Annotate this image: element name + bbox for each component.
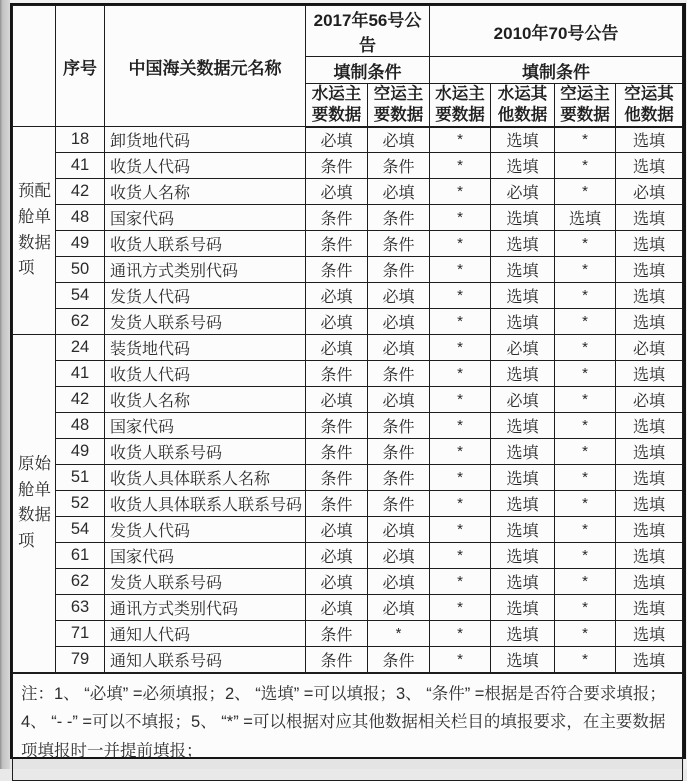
- value-cell: 条件: [368, 361, 430, 387]
- announcement-2010-header: 2010年70号公告: [430, 6, 683, 57]
- page-left-margin: [0, 0, 10, 769]
- seq-cell: 51: [56, 465, 105, 491]
- value-cell: 选填: [616, 153, 683, 179]
- value-cell: *: [555, 569, 616, 595]
- seq-cell: 63: [56, 595, 105, 621]
- name-cell: 通讯方式类别代码: [105, 257, 306, 283]
- value-cell: 条件: [368, 257, 430, 283]
- name-cell: 国家代码: [105, 543, 306, 569]
- value-cell: 必填: [306, 309, 368, 335]
- subcol-air-main-2017: [368, 84, 430, 127]
- fill-condition-2017-header: 填制条件: [306, 57, 430, 84]
- value-cell: 选填: [616, 127, 683, 153]
- value-cell: *: [430, 621, 491, 647]
- subcol-water-main-2017: [306, 84, 368, 127]
- value-cell: 条件: [306, 647, 368, 673]
- subcol-label: 水运主要数据: [311, 85, 362, 124]
- table-row: [13, 465, 683, 491]
- value-cell: 选填: [616, 257, 683, 283]
- customs-manifest-table: [10, 3, 686, 759]
- value-cell: *: [430, 517, 491, 543]
- value-cell: *: [430, 361, 491, 387]
- value-cell: 条件: [368, 647, 430, 673]
- name-cell: 国家代码: [105, 205, 306, 231]
- value-cell: *: [430, 257, 491, 283]
- value-cell: 选填: [491, 569, 555, 595]
- seq-cell: 62: [56, 569, 105, 595]
- value-cell: *: [430, 569, 491, 595]
- value-cell: 条件: [306, 257, 368, 283]
- table-row: [13, 361, 683, 387]
- value-cell: 条件: [368, 153, 430, 179]
- table-footer: [13, 673, 683, 781]
- fill-condition-2010-header: 填制条件: [430, 57, 683, 84]
- table-row: [13, 569, 683, 595]
- seq-cell: 49: [56, 439, 105, 465]
- value-cell: 必填: [306, 543, 368, 569]
- value-cell: *: [430, 387, 491, 413]
- seq-cell: 48: [56, 413, 105, 439]
- name-cell: 收货人联系号码: [105, 439, 306, 465]
- table-row: [13, 283, 683, 309]
- value-cell: 条件: [306, 621, 368, 647]
- seq-cell: 62: [56, 309, 105, 335]
- value-cell: 选填: [491, 361, 555, 387]
- seq-cell: 24: [56, 335, 105, 361]
- name-cell: 收货人名称: [105, 179, 306, 205]
- value-cell: *: [430, 205, 491, 231]
- table-row: [13, 257, 683, 283]
- value-cell: 选填: [616, 361, 683, 387]
- value-cell: *: [555, 257, 616, 283]
- value-cell: *: [555, 491, 616, 517]
- value-cell: 选填: [491, 153, 555, 179]
- value-cell: 选填: [491, 621, 555, 647]
- name-cell: 收货人具体联系人名称: [105, 465, 306, 491]
- value-cell: 选填: [491, 647, 555, 673]
- value-cell: *: [555, 361, 616, 387]
- value-cell: 选填: [491, 465, 555, 491]
- value-cell: *: [430, 465, 491, 491]
- value-cell: 选填: [616, 205, 683, 231]
- seq-column-header: 序号: [56, 6, 105, 127]
- value-cell: 条件: [368, 465, 430, 491]
- table-header: [13, 6, 683, 127]
- value-cell: 选填: [616, 621, 683, 647]
- value-cell: 选填: [616, 413, 683, 439]
- value-cell: 必填: [491, 179, 555, 205]
- table-row: [13, 127, 683, 153]
- seq-cell: 41: [56, 361, 105, 387]
- value-cell: 必填: [306, 335, 368, 361]
- value-cell: *: [555, 647, 616, 673]
- subcol-label: 空运主要数据: [560, 85, 610, 124]
- value-cell: 条件: [368, 491, 430, 517]
- value-cell: *: [555, 283, 616, 309]
- value-cell: *: [430, 179, 491, 205]
- seq-cell: 54: [56, 517, 105, 543]
- name-cell: 收货人联系号码: [105, 231, 306, 257]
- value-cell: 必填: [616, 179, 683, 205]
- seq-cell: 79: [56, 647, 105, 673]
- subcol-label: 空运主要数据: [373, 85, 424, 124]
- value-cell: 选填: [491, 309, 555, 335]
- seq-cell: 49: [56, 231, 105, 257]
- value-cell: *: [555, 127, 616, 153]
- value-cell: *: [555, 465, 616, 491]
- value-cell: 选填: [491, 595, 555, 621]
- subcol-air-other-2010: [616, 84, 683, 127]
- value-cell: 必填: [306, 595, 368, 621]
- value-cell: 条件: [306, 153, 368, 179]
- seq-cell: 54: [56, 283, 105, 309]
- data-element-table: [12, 5, 683, 781]
- value-cell: 必填: [368, 309, 430, 335]
- table-row: [13, 543, 683, 569]
- seq-cell: 52: [56, 491, 105, 517]
- table-row: [13, 647, 683, 673]
- value-cell: 必填: [306, 179, 368, 205]
- value-cell: 选填: [555, 205, 616, 231]
- table-row: [13, 595, 683, 621]
- value-cell: *: [430, 595, 491, 621]
- table-row: [13, 491, 683, 517]
- value-cell: *: [430, 309, 491, 335]
- value-cell: *: [555, 179, 616, 205]
- seq-cell: 48: [56, 205, 105, 231]
- value-cell: *: [555, 309, 616, 335]
- value-cell: *: [430, 127, 491, 153]
- value-cell: 条件: [306, 413, 368, 439]
- value-cell: 必填: [306, 517, 368, 543]
- value-cell: *: [555, 153, 616, 179]
- legend-note: 注：1、 “必填” =必须填报；2、 “选填” =可以填报；3、 “条件” =根据是否符合要求填报；4、 “- -” =可以不填报；5、 “*” =可以根据对应其他数据相关栏目的填报要求，在主要数据项填报时一并提前填报；: [13, 673, 683, 781]
- value-cell: *: [555, 517, 616, 543]
- value-cell: *: [430, 231, 491, 257]
- value-cell: *: [555, 231, 616, 257]
- value-cell: 必填: [368, 283, 430, 309]
- table-row: [13, 413, 683, 439]
- name-cell: 国家代码: [105, 413, 306, 439]
- value-cell: 必填: [368, 595, 430, 621]
- value-cell: 必填: [306, 569, 368, 595]
- value-cell: 选填: [491, 517, 555, 543]
- value-cell: *: [555, 387, 616, 413]
- value-cell: *: [368, 621, 430, 647]
- value-cell: 选填: [491, 413, 555, 439]
- value-cell: *: [555, 413, 616, 439]
- table-body: [13, 127, 683, 673]
- value-cell: 选填: [616, 465, 683, 491]
- value-cell: *: [555, 335, 616, 361]
- value-cell: 选填: [616, 595, 683, 621]
- value-cell: 条件: [306, 491, 368, 517]
- value-cell: 必填: [306, 127, 368, 153]
- value-cell: 选填: [491, 231, 555, 257]
- table-row: [13, 179, 683, 205]
- table-row: [13, 309, 683, 335]
- subcol-label: 水运其他数据: [497, 85, 548, 124]
- value-cell: 选填: [616, 283, 683, 309]
- value-cell: 选填: [491, 439, 555, 465]
- table-row: [13, 387, 683, 413]
- value-cell: *: [430, 153, 491, 179]
- name-cell: 通知人代码: [105, 621, 306, 647]
- value-cell: *: [430, 647, 491, 673]
- value-cell: 必填: [616, 387, 683, 413]
- value-cell: 条件: [306, 439, 368, 465]
- name-column-header: 中国海关数据元名称: [105, 6, 306, 127]
- subcol-label: 水运主要数据: [435, 85, 485, 124]
- seq-cell: 71: [56, 621, 105, 647]
- value-cell: 选填: [616, 439, 683, 465]
- group-label-cell: 预配舱单数据项: [13, 127, 56, 335]
- value-cell: 选填: [616, 491, 683, 517]
- value-cell: 条件: [368, 413, 430, 439]
- value-cell: 必填: [491, 387, 555, 413]
- name-cell: 发货人代码: [105, 517, 306, 543]
- value-cell: *: [430, 491, 491, 517]
- value-cell: 条件: [368, 205, 430, 231]
- value-cell: 选填: [491, 543, 555, 569]
- name-cell: 发货人代码: [105, 283, 306, 309]
- value-cell: 条件: [306, 465, 368, 491]
- table-row: [13, 231, 683, 257]
- value-cell: *: [430, 413, 491, 439]
- value-cell: 条件: [306, 231, 368, 257]
- value-cell: 条件: [368, 231, 430, 257]
- group-label-cell: 原始舱单数据项: [13, 335, 56, 673]
- value-cell: 选填: [616, 647, 683, 673]
- value-cell: 选填: [491, 127, 555, 153]
- table-row: [13, 517, 683, 543]
- value-cell: 必填: [306, 387, 368, 413]
- value-cell: 必填: [306, 283, 368, 309]
- subcol-water-other-2010: [491, 84, 555, 127]
- name-cell: 收货人名称: [105, 387, 306, 413]
- seq-cell: 42: [56, 387, 105, 413]
- value-cell: 必填: [368, 335, 430, 361]
- value-cell: 必填: [368, 569, 430, 595]
- subcol-label: 空运其他数据: [624, 85, 674, 124]
- value-cell: *: [430, 335, 491, 361]
- value-cell: 必填: [368, 387, 430, 413]
- table-row: [13, 439, 683, 465]
- subcol-water-main-2010: [430, 84, 491, 127]
- value-cell: 必填: [368, 517, 430, 543]
- name-cell: 收货人具体联系人联系号码: [105, 491, 306, 517]
- name-cell: 装货地代码: [105, 335, 306, 361]
- value-cell: 选填: [491, 283, 555, 309]
- value-cell: 条件: [306, 205, 368, 231]
- name-cell: 通讯方式类别代码: [105, 595, 306, 621]
- value-cell: *: [430, 543, 491, 569]
- value-cell: 必填: [368, 127, 430, 153]
- table-row: [13, 205, 683, 231]
- value-cell: *: [430, 283, 491, 309]
- value-cell: 必填: [491, 335, 555, 361]
- value-cell: 选填: [616, 517, 683, 543]
- table-row: [13, 621, 683, 647]
- name-cell: 收货人代码: [105, 361, 306, 387]
- name-cell: 发货人联系号码: [105, 569, 306, 595]
- value-cell: 条件: [306, 361, 368, 387]
- value-cell: 条件: [368, 439, 430, 465]
- seq-cell: 41: [56, 153, 105, 179]
- value-cell: *: [555, 439, 616, 465]
- seq-cell: 42: [56, 179, 105, 205]
- value-cell: *: [555, 621, 616, 647]
- name-cell: 收货人代码: [105, 153, 306, 179]
- value-cell: *: [555, 543, 616, 569]
- value-cell: 必填: [368, 179, 430, 205]
- value-cell: 选填: [491, 491, 555, 517]
- value-cell: 选填: [491, 205, 555, 231]
- value-cell: *: [555, 595, 616, 621]
- value-cell: *: [430, 439, 491, 465]
- value-cell: 选填: [616, 569, 683, 595]
- table-row: [13, 335, 683, 361]
- value-cell: 选填: [616, 543, 683, 569]
- group-column-header: [13, 6, 56, 127]
- name-cell: 卸货地代码: [105, 127, 306, 153]
- table-row: [13, 153, 683, 179]
- value-cell: 选填: [491, 257, 555, 283]
- value-cell: 必填: [368, 543, 430, 569]
- announcement-2017-header: 2017年56号公告: [306, 6, 430, 57]
- seq-cell: 50: [56, 257, 105, 283]
- seq-cell: 18: [56, 127, 105, 153]
- value-cell: 必填: [616, 335, 683, 361]
- name-cell: 通知人联系号码: [105, 647, 306, 673]
- subcol-air-main-2010: [555, 84, 616, 127]
- name-cell: 发货人联系号码: [105, 309, 306, 335]
- value-cell: 选填: [616, 309, 683, 335]
- value-cell: 选填: [616, 231, 683, 257]
- seq-cell: 61: [56, 543, 105, 569]
